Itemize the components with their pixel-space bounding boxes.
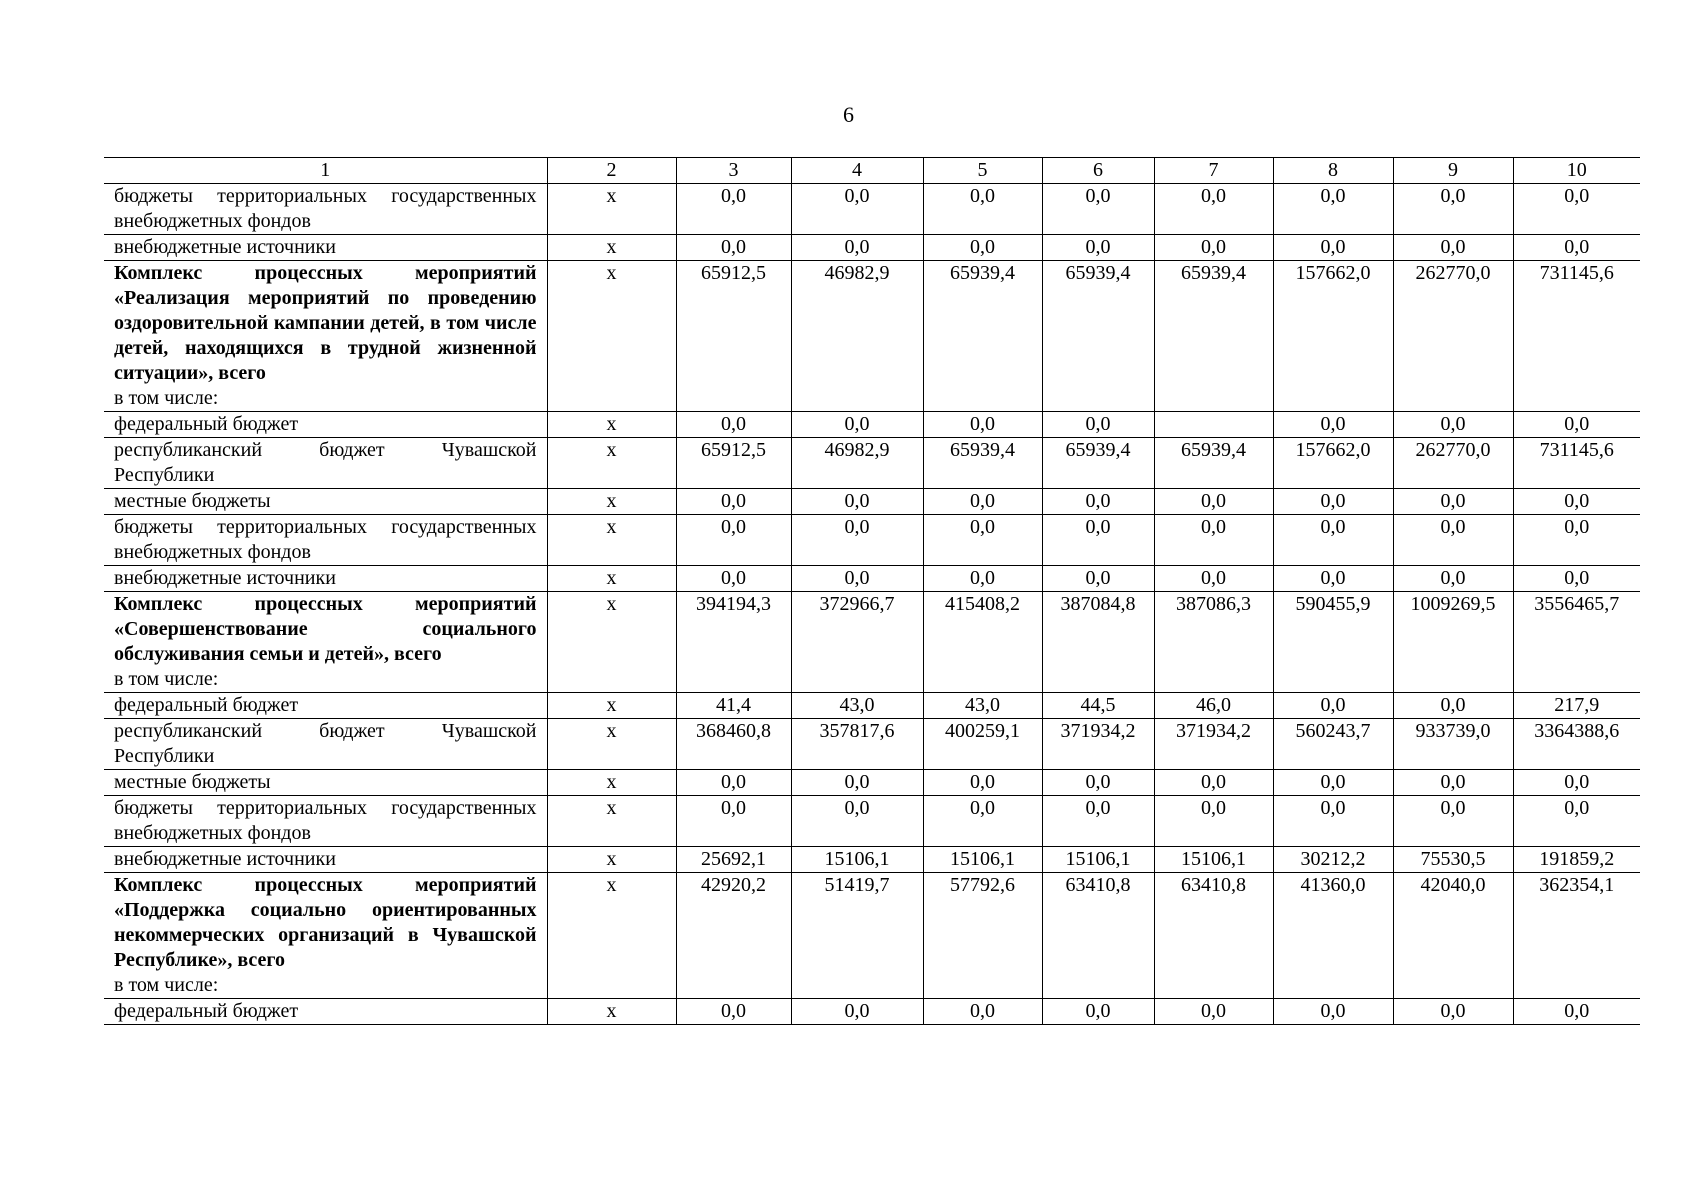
row-name: местные бюджеты [114, 490, 271, 512]
row-code: х [547, 184, 676, 235]
table-row-program-total [104, 592, 1640, 693]
column-number-row [104, 158, 1640, 184]
value-cell: 262770,0 [1393, 261, 1513, 412]
value-cell: 0,0 [791, 184, 923, 235]
value-cell: 0,0 [791, 566, 923, 592]
value-cell: 0,0 [1042, 515, 1154, 566]
value-cell: 42040,0 [1393, 873, 1513, 999]
value-cell [1154, 412, 1273, 438]
value-cell: 0,0 [1042, 999, 1154, 1025]
row-code: х [547, 770, 676, 796]
value-cell: 0,0 [1393, 184, 1513, 235]
value-cell: 65939,4 [923, 261, 1042, 412]
value-cell: 41,4 [676, 693, 791, 719]
value-cell: 0,0 [1513, 235, 1640, 261]
value-cell: 394194,3 [676, 592, 791, 693]
value-cell: 0,0 [1273, 235, 1393, 261]
value-cell: 0,0 [1393, 566, 1513, 592]
value-cell: 0,0 [676, 770, 791, 796]
value-cell: 400259,1 [923, 719, 1042, 770]
column-number: 4 [791, 158, 923, 184]
value-cell: 0,0 [1154, 184, 1273, 235]
row-code: х [547, 693, 676, 719]
value-cell: 560243,7 [1273, 719, 1393, 770]
value-cell: 0,0 [1154, 566, 1273, 592]
table-row [104, 412, 1640, 438]
value-cell: 0,0 [676, 566, 791, 592]
value-cell: 57792,6 [923, 873, 1042, 999]
value-cell: 44,5 [1042, 693, 1154, 719]
value-cell: 0,0 [923, 184, 1042, 235]
row-name: бюджеты территориальных государственных внебюджетных фондов [114, 516, 537, 563]
column-number: 8 [1273, 158, 1393, 184]
row-name-cell [104, 719, 547, 770]
column-number: 5 [923, 158, 1042, 184]
row-code: х [547, 719, 676, 770]
value-cell: 0,0 [1273, 566, 1393, 592]
budget-table [104, 157, 1640, 1025]
value-cell: 63410,8 [1042, 873, 1154, 999]
value-cell: 590455,9 [1273, 592, 1393, 693]
row-code: х [547, 873, 676, 999]
row-code: х [547, 566, 676, 592]
value-cell: 933739,0 [1393, 719, 1513, 770]
value-cell: 0,0 [1393, 515, 1513, 566]
row-name: республиканский бюджет Чувашской Республики [114, 439, 537, 486]
row-name: Комплекс процессных мероприятий «Совершенствование социального обслуживания семьи и детей», всего [114, 593, 537, 665]
value-cell: 0,0 [1154, 999, 1273, 1025]
value-cell: 15106,1 [791, 847, 923, 873]
row-name: внебюджетные источники [114, 567, 336, 589]
row-name: бюджеты территориальных государственных внебюджетных фондов [114, 797, 537, 844]
value-cell: 0,0 [1273, 412, 1393, 438]
value-cell: 0,0 [923, 796, 1042, 847]
row-name: внебюджетные источники [114, 236, 336, 258]
row-code: х [547, 438, 676, 489]
column-number: 2 [547, 158, 676, 184]
value-cell: 0,0 [791, 412, 923, 438]
row-name: внебюджетные источники [114, 848, 336, 870]
table-row [104, 184, 1640, 235]
value-cell: 15106,1 [923, 847, 1042, 873]
value-cell: 0,0 [791, 235, 923, 261]
row-name: бюджеты территориальных государственных внебюджетных фондов [114, 185, 537, 232]
row-name-cell [104, 438, 547, 489]
row-name-cell [104, 235, 547, 261]
row-name-cell [104, 592, 547, 693]
value-cell: 0,0 [1273, 184, 1393, 235]
row-name-cell [104, 693, 547, 719]
table-row [104, 489, 1640, 515]
table-row [104, 719, 1640, 770]
value-cell: 0,0 [1154, 515, 1273, 566]
value-cell: 0,0 [1042, 184, 1154, 235]
column-number: 10 [1513, 158, 1640, 184]
row-name-cell [104, 796, 547, 847]
value-cell: 0,0 [1042, 412, 1154, 438]
value-cell: 0,0 [1393, 770, 1513, 796]
value-cell: 43,0 [923, 693, 1042, 719]
value-cell: 0,0 [1042, 770, 1154, 796]
value-cell: 0,0 [923, 515, 1042, 566]
table-row [104, 693, 1640, 719]
value-cell: 0,0 [1154, 770, 1273, 796]
row-name-cell [104, 489, 547, 515]
row-code: х [547, 999, 676, 1025]
row-name: Комплекс процессных мероприятий «Реализация мероприятий по проведению оздоровительной кампании детей, в том числе детей, находящихся в трудной жизненной ситуации», всего [114, 262, 537, 384]
row-code: х [547, 489, 676, 515]
row-code: х [547, 515, 676, 566]
row-code: х [547, 592, 676, 693]
table-row-program-total [104, 261, 1640, 412]
value-cell: 46,0 [1154, 693, 1273, 719]
row-name-cell [104, 261, 547, 412]
value-cell: 0,0 [1154, 796, 1273, 847]
row-name-cell [104, 184, 547, 235]
column-number: 9 [1393, 158, 1513, 184]
value-cell: 0,0 [1273, 770, 1393, 796]
value-cell: 65939,4 [1042, 438, 1154, 489]
value-cell: 0,0 [676, 235, 791, 261]
row-code: х [547, 261, 676, 412]
value-cell: 75530,5 [1393, 847, 1513, 873]
value-cell: 387084,8 [1042, 592, 1154, 693]
value-cell: 0,0 [1154, 489, 1273, 515]
value-cell: 415408,2 [923, 592, 1042, 693]
value-cell: 0,0 [1273, 999, 1393, 1025]
row-name-cell [104, 412, 547, 438]
page-number: 6 [843, 102, 854, 127]
value-cell: 0,0 [676, 184, 791, 235]
value-cell: 15106,1 [1042, 847, 1154, 873]
value-cell: 731145,6 [1513, 438, 1640, 489]
table-row [104, 999, 1640, 1025]
value-cell: 46982,9 [791, 438, 923, 489]
value-cell: 0,0 [791, 515, 923, 566]
value-cell: 0,0 [1273, 796, 1393, 847]
table-row [104, 235, 1640, 261]
value-cell: 65939,4 [923, 438, 1042, 489]
table-row [104, 515, 1640, 566]
table-body [104, 184, 1640, 1025]
value-cell: 0,0 [1393, 999, 1513, 1025]
value-cell: 15106,1 [1154, 847, 1273, 873]
value-cell: 0,0 [1273, 515, 1393, 566]
row-name: местные бюджеты [114, 771, 271, 793]
value-cell: 372966,7 [791, 592, 923, 693]
value-cell: 3556465,7 [1513, 592, 1640, 693]
value-cell: 262770,0 [1393, 438, 1513, 489]
value-cell: 63410,8 [1154, 873, 1273, 999]
row-name: Комплекс процессных мероприятий «Поддержка социально ориентированных некоммерческих организаций в Чувашской Республике», всего [114, 874, 537, 971]
value-cell: 65939,4 [1154, 261, 1273, 412]
row-name: федеральный бюджет [114, 694, 299, 716]
row-name-cell [104, 999, 547, 1025]
value-cell: 362354,1 [1513, 873, 1640, 999]
value-cell: 0,0 [1042, 235, 1154, 261]
value-cell: 157662,0 [1273, 261, 1393, 412]
value-cell: 41360,0 [1273, 873, 1393, 999]
value-cell: 0,0 [1042, 489, 1154, 515]
column-number: 7 [1154, 158, 1273, 184]
value-cell: 30212,2 [1273, 847, 1393, 873]
row-code: х [547, 847, 676, 873]
value-cell: 368460,8 [676, 719, 791, 770]
column-number: 1 [104, 158, 547, 184]
row-name: федеральный бюджет [114, 1000, 299, 1022]
row-name: федеральный бюджет [114, 413, 299, 435]
column-number: 6 [1042, 158, 1154, 184]
column-number: 3 [676, 158, 791, 184]
row-subtitle: в том числе: [114, 387, 219, 409]
value-cell: 0,0 [676, 796, 791, 847]
row-name-cell [104, 566, 547, 592]
value-cell: 0,0 [1513, 796, 1640, 847]
value-cell: 43,0 [791, 693, 923, 719]
value-cell: 0,0 [1513, 412, 1640, 438]
value-cell: 0,0 [791, 796, 923, 847]
value-cell: 0,0 [1154, 235, 1273, 261]
value-cell: 0,0 [676, 412, 791, 438]
value-cell: 0,0 [1513, 566, 1640, 592]
value-cell: 0,0 [1273, 489, 1393, 515]
row-subtitle: в том числе: [114, 974, 219, 996]
value-cell: 0,0 [1513, 489, 1640, 515]
value-cell: 731145,6 [1513, 261, 1640, 412]
value-cell: 0,0 [923, 999, 1042, 1025]
table-row-program-total [104, 873, 1640, 999]
row-code: х [547, 412, 676, 438]
value-cell: 0,0 [676, 489, 791, 515]
value-cell: 191859,2 [1513, 847, 1640, 873]
table-row [104, 770, 1640, 796]
value-cell: 0,0 [1393, 235, 1513, 261]
row-name-cell [104, 770, 547, 796]
value-cell: 0,0 [1273, 693, 1393, 719]
value-cell: 0,0 [1513, 770, 1640, 796]
value-cell: 157662,0 [1273, 438, 1393, 489]
value-cell: 1009269,5 [1393, 592, 1513, 693]
value-cell: 0,0 [1393, 412, 1513, 438]
value-cell: 0,0 [1042, 566, 1154, 592]
table-row [104, 796, 1640, 847]
value-cell: 0,0 [923, 770, 1042, 796]
value-cell: 371934,2 [1154, 719, 1273, 770]
value-cell: 0,0 [923, 566, 1042, 592]
value-cell: 0,0 [1393, 489, 1513, 515]
row-name: республиканский бюджет Чувашской Республики [114, 720, 537, 767]
value-cell: 217,9 [1513, 693, 1640, 719]
row-name-cell [104, 847, 547, 873]
value-cell: 0,0 [676, 999, 791, 1025]
value-cell: 0,0 [1513, 999, 1640, 1025]
value-cell: 65939,4 [1042, 261, 1154, 412]
row-code: х [547, 796, 676, 847]
value-cell: 387086,3 [1154, 592, 1273, 693]
value-cell: 0,0 [791, 489, 923, 515]
value-cell: 0,0 [923, 235, 1042, 261]
value-cell: 0,0 [923, 412, 1042, 438]
value-cell: 65912,5 [676, 261, 791, 412]
value-cell: 42920,2 [676, 873, 791, 999]
value-cell: 0,0 [1513, 515, 1640, 566]
value-cell: 0,0 [923, 489, 1042, 515]
value-cell: 0,0 [1513, 184, 1640, 235]
value-cell: 0,0 [791, 770, 923, 796]
row-name-cell [104, 873, 547, 999]
table-row [104, 847, 1640, 873]
row-code: х [547, 235, 676, 261]
value-cell: 65912,5 [676, 438, 791, 489]
table-row [104, 438, 1640, 489]
value-cell: 51419,7 [791, 873, 923, 999]
row-name-cell [104, 515, 547, 566]
value-cell: 0,0 [791, 999, 923, 1025]
value-cell: 0,0 [676, 515, 791, 566]
row-subtitle: в том числе: [114, 668, 219, 690]
value-cell: 25692,1 [676, 847, 791, 873]
value-cell: 0,0 [1393, 796, 1513, 847]
value-cell: 46982,9 [791, 261, 923, 412]
value-cell: 65939,4 [1154, 438, 1273, 489]
value-cell: 3364388,6 [1513, 719, 1640, 770]
table-row [104, 566, 1640, 592]
value-cell: 0,0 [1042, 796, 1154, 847]
value-cell: 357817,6 [791, 719, 923, 770]
value-cell: 371934,2 [1042, 719, 1154, 770]
value-cell: 0,0 [1393, 693, 1513, 719]
